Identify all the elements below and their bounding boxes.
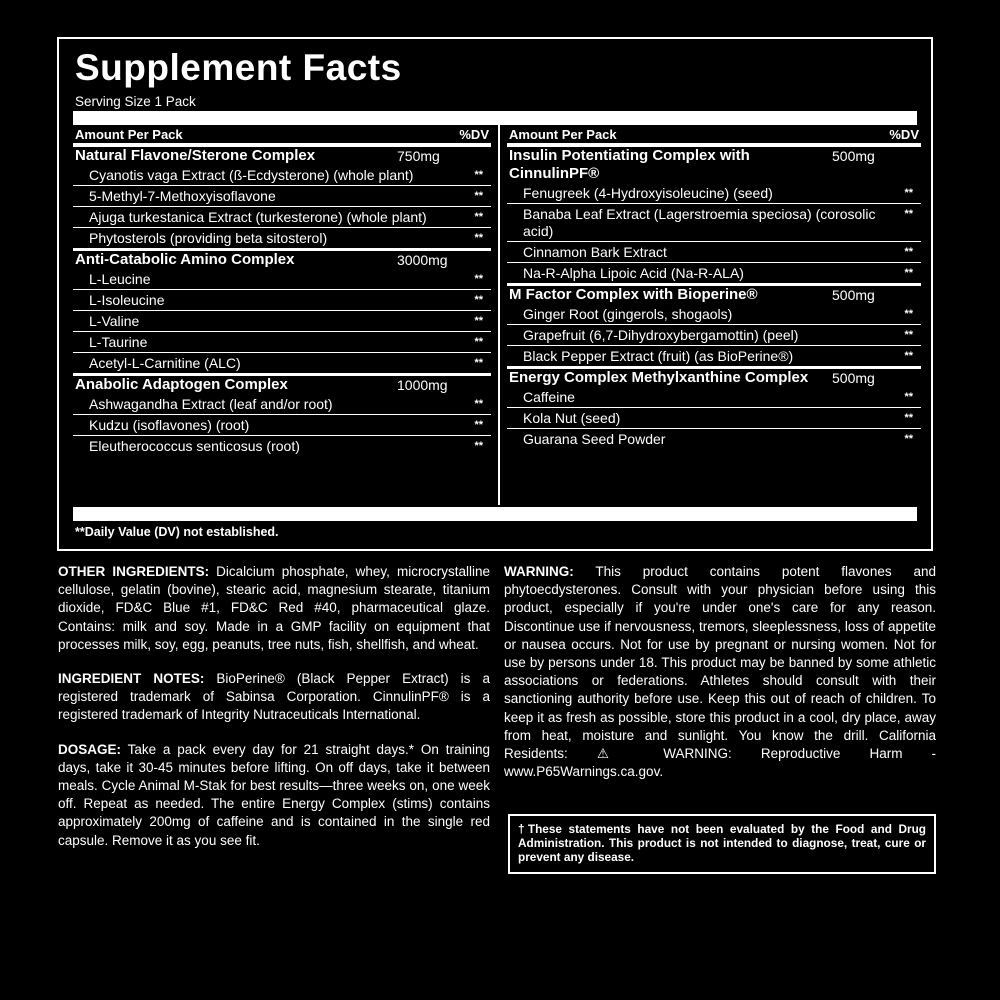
ingredient-row: [73, 332, 491, 353]
group-amount: 500mg: [832, 370, 875, 386]
ingredient-name: Guarana Seed Powder: [523, 431, 666, 447]
group-amount: 1000mg: [397, 377, 448, 393]
group-name: M Factor Complex with Bioperine®: [509, 286, 758, 303]
ingredient-row: [73, 436, 491, 456]
left-text-column: [58, 563, 490, 866]
ingredient-row: [507, 183, 921, 204]
group-amount: 750mg: [397, 148, 440, 164]
dv-mark: **: [474, 273, 483, 285]
dv-header: %DV: [889, 127, 919, 142]
ingredient-name: 5-Methyl-7-Methoxyisoflavone: [89, 188, 276, 204]
dv-mark: **: [474, 294, 483, 306]
ingredient-name: Phytosterols (providing beta sitosterol): [89, 230, 328, 246]
ingredient-row: [73, 415, 491, 436]
other-ingredients: OTHER INGREDIENTS: Dicalcium phosphate, whey, microcrystalline cellulose, gelatin (bovine), stearic acid, magnesium stearate, titanium dioxide, FD&C Blue #1, FD&C Red #40, pharmaceutical glaze. Contains: milk and soy. Made in a GMP facility on equipment that processes milk, soy, egg, peanuts, tree nuts, fish, shellfish, and wheat.: [58, 564, 490, 652]
column-divider: [498, 125, 500, 505]
dv-mark: **: [904, 208, 913, 220]
ingredient-row: [73, 394, 491, 415]
right-column: [507, 125, 921, 449]
group-name: Anabolic Adaptogen Complex: [75, 376, 288, 393]
ingredient-name: L-Leucine: [89, 271, 151, 287]
ingredient-row: [73, 311, 491, 332]
dv-mark: **: [474, 232, 483, 244]
ingredient-row: [507, 304, 921, 325]
dv-mark: **: [904, 391, 913, 403]
dv-mark: **: [904, 412, 913, 424]
ingredient-name: Grapefruit (6,7-Dihydroxybergamottin) (peel): [523, 327, 799, 343]
ingredient-name: Caffeine: [523, 389, 575, 405]
dv-mark: **: [904, 246, 913, 258]
dosage: DOSAGE: Take a pack every day for 21 straight days.* On training days, take it 30-45 minutes before lifting. On off days, take it between meals. Cycle Animal M-Stak for best results—three weeks on, one week off. Repeat as needed. The entire Energy Complex (stims) contains approximately 200mg of caffeine and is contained in the single red capsule. Remove it as you see fit.: [58, 741, 490, 848]
ingredient-name: Ashwagandha Extract (leaf and/or root): [89, 396, 333, 412]
ingredient-name: Kudzu (isoflavones) (root): [89, 417, 250, 433]
dv-mark: **: [904, 267, 913, 279]
dv-mark: **: [474, 440, 483, 452]
left-header: [73, 125, 491, 147]
ingredient-group: [73, 373, 491, 456]
group-name: Energy Complex Methylxanthine Complex: [509, 369, 809, 386]
ingredient-name: Fenugreek (4-Hydroxyisoleucine) (seed): [523, 185, 773, 201]
left-column: [73, 125, 491, 456]
serving-size: Serving Size 1 Pack: [75, 94, 196, 109]
ingredient-row: [73, 207, 491, 228]
dv-mark: **: [474, 211, 483, 223]
ingredient-row: [507, 429, 921, 449]
ingredient-row: [73, 165, 491, 186]
dv-footnote: **Daily Value (DV) not established.: [75, 525, 279, 539]
dv-mark: **: [474, 419, 483, 431]
dv-mark: **: [474, 190, 483, 202]
ingredient-row: [507, 204, 921, 242]
ingredient-name: Cyanotis vaga Extract (ß-Ecdysterone) (whole plant): [89, 167, 414, 183]
group-name: Natural Flavone/Sterone Complex: [75, 147, 316, 164]
ingredient-name: Ginger Root (gingerols, shogaols): [523, 306, 733, 322]
ingredient-name: L-Valine: [89, 313, 140, 329]
warning: WARNING: This product contains potent flavones and phytoecdysterones. Consult with your physician before using this product, especially if you're under one's care for any reason. Discontinue use if nervousness, tremors, sleeplessness, loss of appetite or nausea occurs. Not for use by pregnant or nursing women. Not for use by persons under 18. This product may be banned by some athletic associations or federations. Athletes should consult with their sanctioning authority before use. Keep this out of reach of children. To keep it as fresh as possible, store this product in a cool, dry place, away from heat, moisture and sunlight. You know the drill. California Residents: ⚠ WARNING: Reproductive Harm - www.P65Warnings.ca.gov.: [504, 564, 936, 780]
ingredient-row: [507, 263, 921, 283]
supplement-facts-panel: [57, 37, 933, 551]
ingredient-row: [507, 325, 921, 346]
ingredient-name: L-Isoleucine: [89, 292, 165, 308]
top-rule: [73, 111, 917, 125]
ingredient-name: L-Taurine: [89, 334, 148, 350]
ingredient-group: [507, 283, 921, 366]
ingredient-name: Ajuga turkestanica Extract (turkesterone) (whole plant): [89, 209, 427, 225]
ingredient-name: Banaba Leaf Extract (Lagerstroemia speciosa) (corosolic acid): [523, 206, 876, 239]
right-header: [507, 125, 921, 147]
ingredient-group: [507, 366, 921, 449]
ingredient-row: [73, 228, 491, 248]
ingredient-row: [507, 408, 921, 429]
amount-header: Amount Per Pack: [509, 127, 617, 142]
dv-mark: **: [474, 336, 483, 348]
dv-header: %DV: [459, 127, 489, 142]
panel-title: Supplement Facts: [75, 47, 402, 88]
bottom-rule: [73, 507, 917, 521]
dv-mark: **: [474, 398, 483, 410]
dv-mark: **: [904, 433, 913, 445]
ingredient-row: [73, 186, 491, 207]
ingredient-notes: INGREDIENT NOTES: BioPerine® (Black Pepper Extract) is a registered trademark of Sabinsa Corporation. CinnulinPF® is a registered trademark of Integrity Nutraceuticals International.: [58, 671, 490, 723]
ingredient-name: Kola Nut (seed): [523, 410, 621, 426]
right-text-column: [504, 563, 936, 797]
dv-mark: **: [904, 308, 913, 320]
ingredient-name: Eleutherococcus senticosus (root): [89, 438, 300, 454]
group-amount: 3000mg: [397, 252, 448, 268]
ingredient-name: Na-R-Alpha Lipoic Acid (Na-R-ALA): [523, 265, 744, 281]
group-amount: 500mg: [832, 287, 875, 303]
amount-header: Amount Per Pack: [75, 127, 183, 142]
ingredient-name: Acetyl-L-Carnitine (ALC): [89, 355, 241, 371]
ingredient-row: [73, 290, 491, 311]
ingredient-row: [507, 387, 921, 408]
ingredient-row: [507, 242, 921, 263]
ingredient-row: [507, 346, 921, 366]
dv-mark: **: [904, 350, 913, 362]
group-amount: 500mg: [832, 148, 875, 164]
ingredient-group: [73, 147, 491, 248]
ingredient-row: [73, 269, 491, 290]
dv-mark: **: [904, 187, 913, 199]
ingredient-row: [73, 353, 491, 373]
group-name: Insulin Potentiating Complex with CinnulinPF®: [509, 147, 750, 182]
ingredient-name: Black Pepper Extract (fruit) (as BioPerine®): [523, 348, 794, 364]
ingredient-name: Cinnamon Bark Extract: [523, 244, 667, 260]
dv-mark: **: [474, 315, 483, 327]
dv-mark: **: [474, 357, 483, 369]
fda-disclaimer: †These statements have not been evaluated by the Food and Drug Administration. This product is not intended to diagnose, treat, cure or prevent any disease.: [508, 814, 936, 874]
dv-mark: **: [904, 329, 913, 341]
ingredient-group: [73, 248, 491, 373]
group-name: Anti-Catabolic Amino Complex: [75, 251, 295, 268]
ingredient-group: [507, 147, 921, 283]
dv-mark: **: [474, 169, 483, 181]
